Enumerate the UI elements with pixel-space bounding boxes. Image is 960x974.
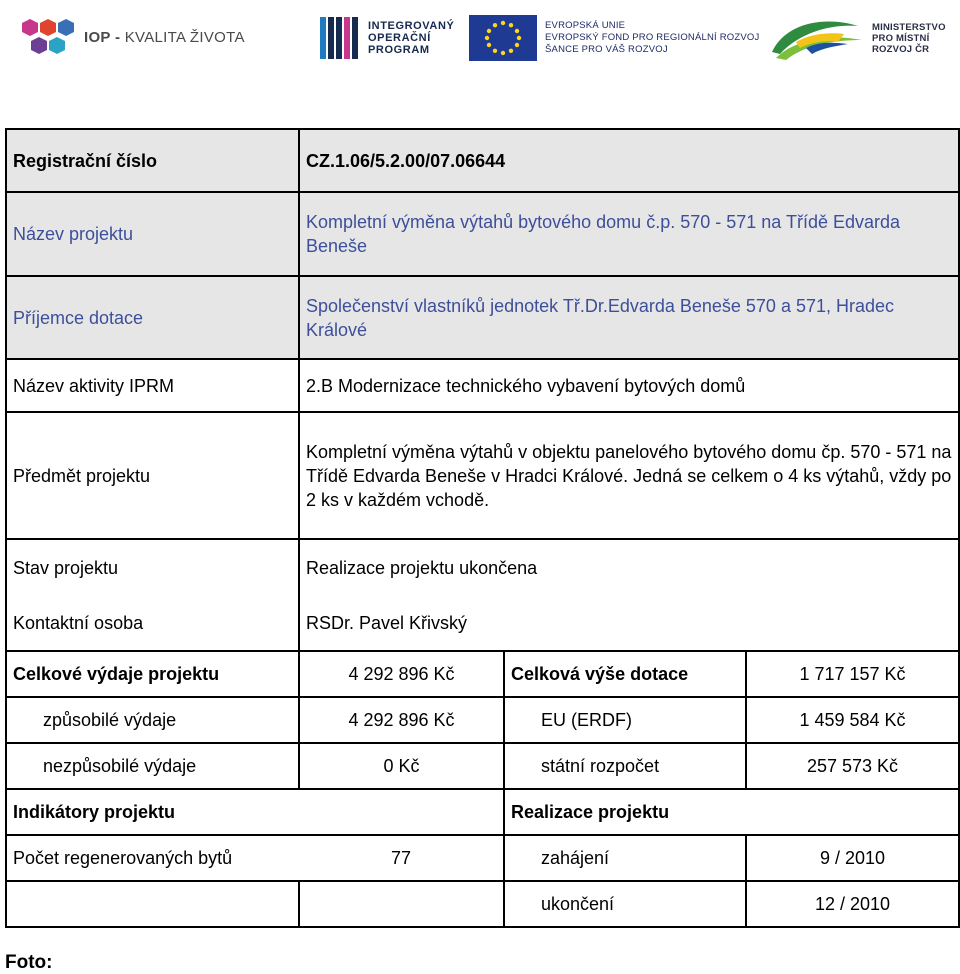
integrated-line-1: INTEGROVANÝ xyxy=(368,20,455,32)
eu-line-3: ŠANCE PRO VÁŠ ROZVOJ xyxy=(545,44,668,55)
contact-value: RSDr. Pavel Křivský xyxy=(299,595,959,651)
integrated-line-2: OPERAČNÍ xyxy=(368,32,431,44)
registration-value: CZ.1.06/5.2.00/07.06644 xyxy=(299,129,959,192)
eligible-expenses-value: 4 292 896 Kč xyxy=(299,697,504,743)
ministry-line-3: ROZVOJ ČR xyxy=(872,43,930,55)
ministry-line-1: MINISTERSTVO xyxy=(872,21,946,33)
finance-eligible-row xyxy=(6,697,959,743)
eu-flag-icon xyxy=(469,15,537,61)
iop-subtitle: KVALITA ŽIVOTA xyxy=(124,28,245,46)
recipient-row xyxy=(6,276,959,359)
iop-logo xyxy=(20,14,245,60)
state-budget-value: 257 573 Kč xyxy=(746,743,959,789)
finance-total-row xyxy=(6,651,959,697)
total-subsidy-label: Celková výše dotace xyxy=(504,651,746,697)
end-label: ukončení xyxy=(504,881,746,927)
eligible-expenses-label: způsobilé výdaje xyxy=(6,697,299,743)
logo-header xyxy=(0,0,960,80)
iop-name: IOP xyxy=(84,28,111,46)
indicator-start-row xyxy=(6,835,959,881)
start-value: 9 / 2010 xyxy=(746,835,959,881)
hexagon-cluster-icon xyxy=(20,17,78,57)
recipient-value: Společenství vlastníků jednotek Tř.Dr.Edvarda Beneše 570 a 571, Hradec Králové xyxy=(299,276,959,359)
subject-value: Kompletní výměna výtahů v objektu panelového bytového domu čp. 570 - 571 na Třídě Edvarda Beneše v Hradci Králové. Jedná se celkem o 4 ks výtahů, vždy po 2 ks v každém vchodě. xyxy=(299,412,959,539)
contact-label: Kontaktní osoba xyxy=(6,595,299,651)
regenerated-flats-value: 77 xyxy=(299,835,504,881)
indicators-header: Indikátory projektu xyxy=(6,789,299,835)
ineligible-expenses-value: 0 Kč xyxy=(299,743,504,789)
integrated-line-3: PROGRAM xyxy=(368,44,430,56)
project-name-value: Kompletní výměna výtahů bytového domu č.p. 570 - 571 na Třídě Edvarda Beneše xyxy=(299,192,959,276)
regenerated-flats-label: Počet regenerovaných bytů xyxy=(6,835,299,881)
eu-line-2: EVROPSKÝ FOND PRO REGIONÁLNÍ ROZVOJ xyxy=(545,32,760,43)
ineligible-expenses-label: nezpůsobilé výdaje xyxy=(6,743,299,789)
integrated-programme-mark-icon xyxy=(318,13,362,63)
photo-label: Foto: xyxy=(5,952,53,973)
end-value: 12 / 2010 xyxy=(814,894,891,914)
total-expenses-label: Celkové výdaje projektu xyxy=(6,651,299,697)
eu-logo xyxy=(469,14,759,62)
total-expenses-value: 4 292 896 Kč xyxy=(299,651,504,697)
iop-dash: - xyxy=(110,28,125,46)
state-budget-label: státní rozpočet xyxy=(504,743,746,789)
section-header-row xyxy=(6,789,959,835)
activity-value: 2.B Modernizace technického vybavení bytových domů xyxy=(299,359,959,412)
subject-row xyxy=(6,412,959,539)
registration-label: Registrační číslo xyxy=(6,129,299,192)
end-row xyxy=(6,881,959,927)
realization-header: Realizace projektu xyxy=(504,789,959,835)
activity-label: Název aktivity IPRM xyxy=(6,359,299,412)
project-name-label: Název projektu xyxy=(6,192,299,276)
total-subsidy-value: 1 717 157 Kč xyxy=(746,651,959,697)
ministry-logo xyxy=(766,10,946,66)
project-info-table xyxy=(5,128,960,928)
subject-label: Předmět projektu xyxy=(6,412,299,539)
finance-ineligible-row xyxy=(6,743,959,789)
status-label: Stav projektu xyxy=(6,539,299,595)
recipient-label: Příjemce dotace xyxy=(6,276,299,359)
ministry-line-2: PRO MÍSTNÍ xyxy=(872,32,930,44)
activity-row xyxy=(6,359,959,412)
eu-line-1: EVROPSKÁ UNIE xyxy=(545,20,626,31)
eu-funding-value: 1 459 584 Kč xyxy=(746,697,959,743)
contact-row xyxy=(6,595,959,651)
ministry-swoosh-icon xyxy=(766,12,866,64)
status-value: Realizace projektu ukončena xyxy=(306,557,538,578)
eu-funding-label: EU (ERDF) xyxy=(504,697,746,743)
project-name-row xyxy=(6,192,959,276)
integrated-programme-logo xyxy=(318,12,454,64)
start-label: zahájení xyxy=(504,835,746,881)
registration-row xyxy=(6,129,959,192)
status-row xyxy=(6,539,959,595)
